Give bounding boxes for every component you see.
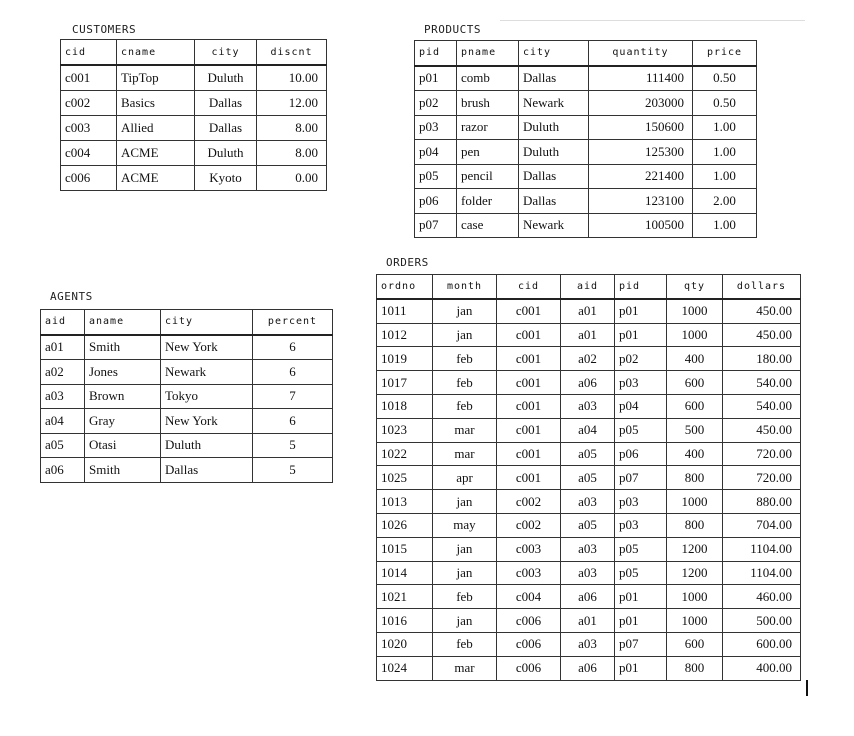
table-cell: 1200 — [667, 537, 723, 561]
table-cell: Otasi — [85, 433, 161, 458]
customers-header-row — [61, 40, 327, 66]
table-row — [61, 116, 327, 141]
table-cell: c006 — [497, 609, 561, 633]
agents-column-header: aname — [85, 310, 161, 335]
products-column-header: pname — [457, 41, 519, 66]
table-cell: 800 — [667, 466, 723, 490]
table-cell: apr — [433, 466, 497, 490]
orders-column-header: pid — [615, 275, 667, 299]
table-row — [415, 115, 757, 140]
table-row — [41, 360, 333, 385]
orders-table — [376, 274, 801, 681]
table-cell: 6 — [253, 360, 333, 385]
table-cell: Dallas — [519, 189, 589, 214]
table-cell: 1.00 — [693, 140, 757, 165]
table-cell: mar — [433, 418, 497, 442]
table-cell: p07 — [615, 466, 667, 490]
table-cell: 1023 — [377, 418, 433, 442]
table-cell: 123100 — [589, 189, 693, 214]
table-cell: 460.00 — [723, 585, 801, 609]
table-cell: c002 — [497, 513, 561, 537]
table-cell: 1016 — [377, 609, 433, 633]
table-row — [377, 513, 801, 537]
table-row — [377, 585, 801, 609]
table-cell: 100500 — [589, 213, 693, 238]
orders-column-header: ordno — [377, 275, 433, 299]
table-row — [377, 561, 801, 585]
products-column-header: price — [693, 41, 757, 66]
table-cell: Gray — [85, 409, 161, 434]
table-cell: 540.00 — [723, 394, 801, 418]
table-cell: Kyoto — [195, 166, 257, 191]
table-cell: 0.50 — [693, 66, 757, 91]
table-row — [61, 65, 327, 91]
table-cell: c004 — [497, 585, 561, 609]
text-cursor — [806, 680, 808, 696]
table-row — [377, 347, 801, 371]
table-cell: 880.00 — [723, 490, 801, 514]
table-cell: 6 — [253, 409, 333, 434]
orders-column-header: cid — [497, 275, 561, 299]
table-cell: 6 — [253, 335, 333, 360]
table-cell: ACME — [117, 141, 195, 166]
table-cell: c001 — [497, 299, 561, 323]
table-cell: p05 — [615, 537, 667, 561]
table-row — [61, 91, 327, 116]
table-cell: p06 — [415, 189, 457, 214]
table-cell: pen — [457, 140, 519, 165]
table-cell: jan — [433, 609, 497, 633]
customers-title: CUSTOMERS — [72, 23, 137, 36]
table-cell: Dallas — [195, 116, 257, 141]
table-cell: c001 — [497, 442, 561, 466]
table-cell: c006 — [497, 656, 561, 680]
table-cell: c006 — [61, 166, 117, 191]
table-cell: 12.00 — [257, 91, 327, 116]
table-cell: Newark — [519, 213, 589, 238]
table-cell: 0.00 — [257, 166, 327, 191]
table-cell: a05 — [561, 466, 615, 490]
table-cell: 450.00 — [723, 323, 801, 347]
table-row — [41, 458, 333, 483]
table-cell: p03 — [615, 371, 667, 395]
table-cell: p04 — [615, 394, 667, 418]
table-cell: Tokyo — [161, 384, 253, 409]
table-cell: 1104.00 — [723, 537, 801, 561]
table-cell: c003 — [497, 561, 561, 585]
table-cell: New York — [161, 409, 253, 434]
products-column-header: pid — [415, 41, 457, 66]
table-row — [377, 371, 801, 395]
table-cell: 1011 — [377, 299, 433, 323]
table-cell: Smith — [85, 458, 161, 483]
table-cell: Newark — [161, 360, 253, 385]
table-cell: p05 — [415, 164, 457, 189]
table-cell: a01 — [41, 335, 85, 360]
table-cell: 1000 — [667, 585, 723, 609]
table-cell: 1000 — [667, 609, 723, 633]
table-cell: 1021 — [377, 585, 433, 609]
table-cell: may — [433, 513, 497, 537]
table-cell: feb — [433, 585, 497, 609]
table-cell: Dallas — [519, 66, 589, 91]
table-cell: 1000 — [667, 323, 723, 347]
table-cell: 8.00 — [257, 116, 327, 141]
table-cell: p05 — [615, 418, 667, 442]
table-cell: p03 — [615, 513, 667, 537]
table-cell: ACME — [117, 166, 195, 191]
table-row — [415, 91, 757, 116]
agents-column-header: aid — [41, 310, 85, 335]
table-cell: feb — [433, 347, 497, 371]
table-cell: c001 — [497, 323, 561, 347]
table-row — [41, 409, 333, 434]
table-cell: p03 — [415, 115, 457, 140]
orders-column-header: qty — [667, 275, 723, 299]
agents-table — [40, 309, 333, 483]
table-row — [41, 384, 333, 409]
table-cell: 800 — [667, 513, 723, 537]
table-cell: a03 — [561, 561, 615, 585]
table-cell: folder — [457, 189, 519, 214]
table-cell: c004 — [61, 141, 117, 166]
agents-title: AGENTS — [50, 290, 93, 303]
table-cell: Brown — [85, 384, 161, 409]
scan-artifact-line — [500, 20, 805, 21]
table-cell: p02 — [415, 91, 457, 116]
products-column-header: city — [519, 41, 589, 66]
agents-column-header: percent — [253, 310, 333, 335]
table-row — [415, 213, 757, 238]
table-cell: a03 — [41, 384, 85, 409]
orders-column-header: dollars — [723, 275, 801, 299]
table-cell: 720.00 — [723, 466, 801, 490]
table-cell: 180.00 — [723, 347, 801, 371]
table-cell: a03 — [561, 537, 615, 561]
table-cell: TipTop — [117, 65, 195, 91]
table-cell: c001 — [61, 65, 117, 91]
table-cell: Jones — [85, 360, 161, 385]
table-row — [377, 394, 801, 418]
table-cell: 720.00 — [723, 442, 801, 466]
table-cell: 450.00 — [723, 299, 801, 323]
table-cell: a02 — [41, 360, 85, 385]
table-row — [415, 189, 757, 214]
table-cell: razor — [457, 115, 519, 140]
table-cell: Newark — [519, 91, 589, 116]
table-cell: p01 — [415, 66, 457, 91]
table-cell: a05 — [561, 513, 615, 537]
products-title: PRODUCTS — [424, 23, 481, 36]
orders-column-header: aid — [561, 275, 615, 299]
table-cell: Smith — [85, 335, 161, 360]
table-cell: Duluth — [519, 115, 589, 140]
table-cell: jan — [433, 537, 497, 561]
table-cell: 8.00 — [257, 141, 327, 166]
table-cell: p01 — [615, 585, 667, 609]
table-cell: 1013 — [377, 490, 433, 514]
table-cell: c001 — [497, 371, 561, 395]
customers-column-header: city — [195, 40, 257, 66]
table-cell: 1.00 — [693, 164, 757, 189]
table-cell: 1022 — [377, 442, 433, 466]
products-header-row — [415, 41, 757, 66]
table-cell: 1019 — [377, 347, 433, 371]
orders-title: ORDERS — [386, 256, 429, 269]
table-row — [377, 323, 801, 347]
table-cell: 1014 — [377, 561, 433, 585]
table-cell: jan — [433, 561, 497, 585]
table-cell: a01 — [561, 609, 615, 633]
table-row — [415, 140, 757, 165]
table-cell: a02 — [561, 347, 615, 371]
table-cell: 500 — [667, 418, 723, 442]
table-row — [377, 466, 801, 490]
table-cell: a06 — [561, 371, 615, 395]
table-row — [377, 418, 801, 442]
table-cell: 0.50 — [693, 91, 757, 116]
table-cell: 500.00 — [723, 609, 801, 633]
table-row — [377, 609, 801, 633]
table-cell: 1104.00 — [723, 561, 801, 585]
table-cell: p03 — [615, 490, 667, 514]
table-cell: p07 — [615, 632, 667, 656]
table-cell: c001 — [497, 347, 561, 371]
table-cell: a06 — [561, 656, 615, 680]
table-cell: 600.00 — [723, 632, 801, 656]
table-row — [61, 141, 327, 166]
table-cell: 540.00 — [723, 371, 801, 395]
table-cell: jan — [433, 490, 497, 514]
table-cell: c002 — [61, 91, 117, 116]
table-cell: p01 — [615, 299, 667, 323]
table-cell: Dallas — [519, 164, 589, 189]
table-cell: 7 — [253, 384, 333, 409]
table-cell: 221400 — [589, 164, 693, 189]
table-cell: 400 — [667, 347, 723, 371]
table-cell: 111400 — [589, 66, 693, 91]
table-row — [377, 442, 801, 466]
orders-header-row — [377, 275, 801, 299]
table-cell: 600 — [667, 632, 723, 656]
table-cell: c003 — [497, 537, 561, 561]
table-cell: jan — [433, 299, 497, 323]
table-cell: 2.00 — [693, 189, 757, 214]
customers-column-header: cid — [61, 40, 117, 66]
table-cell: 600 — [667, 371, 723, 395]
table-cell: p01 — [615, 656, 667, 680]
table-cell: 5 — [253, 458, 333, 483]
table-cell: brush — [457, 91, 519, 116]
customers-column-header: discnt — [257, 40, 327, 66]
agents-column-header: city — [161, 310, 253, 335]
table-cell: jan — [433, 323, 497, 347]
table-cell: c001 — [497, 394, 561, 418]
products-column-header: quantity — [589, 41, 693, 66]
table-cell: a05 — [561, 442, 615, 466]
table-cell: p05 — [615, 561, 667, 585]
table-cell: a01 — [561, 299, 615, 323]
table-cell: 1000 — [667, 490, 723, 514]
table-cell: 125300 — [589, 140, 693, 165]
table-cell: p02 — [615, 347, 667, 371]
table-cell: a06 — [561, 585, 615, 609]
table-cell: case — [457, 213, 519, 238]
table-cell: c003 — [61, 116, 117, 141]
table-cell: c006 — [497, 632, 561, 656]
table-cell: 5 — [253, 433, 333, 458]
table-cell: a01 — [561, 323, 615, 347]
table-cell: mar — [433, 656, 497, 680]
table-cell: a06 — [41, 458, 85, 483]
table-cell: p04 — [415, 140, 457, 165]
table-cell: a03 — [561, 632, 615, 656]
table-cell: a03 — [561, 490, 615, 514]
table-cell: a05 — [41, 433, 85, 458]
table-cell: Duluth — [161, 433, 253, 458]
table-row — [41, 433, 333, 458]
table-cell: New York — [161, 335, 253, 360]
orders-column-header: month — [433, 275, 497, 299]
table-cell: 1200 — [667, 561, 723, 585]
table-cell: p06 — [615, 442, 667, 466]
table-cell: Basics — [117, 91, 195, 116]
table-cell: 1026 — [377, 513, 433, 537]
table-cell: 450.00 — [723, 418, 801, 442]
table-cell: Duluth — [195, 65, 257, 91]
table-row — [377, 632, 801, 656]
table-row — [377, 537, 801, 561]
table-cell: Dallas — [161, 458, 253, 483]
table-cell: feb — [433, 632, 497, 656]
customers-table — [60, 39, 327, 191]
table-cell: Dallas — [195, 91, 257, 116]
table-cell: c001 — [497, 466, 561, 490]
table-cell: a03 — [561, 394, 615, 418]
table-cell: Duluth — [195, 141, 257, 166]
table-row — [377, 490, 801, 514]
table-row — [41, 335, 333, 360]
table-cell: mar — [433, 442, 497, 466]
table-row — [415, 164, 757, 189]
table-cell: 203000 — [589, 91, 693, 116]
table-cell: c001 — [497, 418, 561, 442]
table-cell: 150600 — [589, 115, 693, 140]
customers-column-header: cname — [117, 40, 195, 66]
table-cell: comb — [457, 66, 519, 91]
table-cell: p01 — [615, 323, 667, 347]
table-cell: p01 — [615, 609, 667, 633]
table-cell: pencil — [457, 164, 519, 189]
table-cell: 704.00 — [723, 513, 801, 537]
table-cell: Duluth — [519, 140, 589, 165]
table-cell: 600 — [667, 394, 723, 418]
table-cell: 1.00 — [693, 115, 757, 140]
products-table — [414, 40, 757, 238]
table-row — [61, 166, 327, 191]
table-cell: 1015 — [377, 537, 433, 561]
table-cell: 400.00 — [723, 656, 801, 680]
table-cell: a04 — [561, 418, 615, 442]
table-cell: 1025 — [377, 466, 433, 490]
table-row — [377, 656, 801, 680]
table-cell: 800 — [667, 656, 723, 680]
agents-header-row — [41, 310, 333, 335]
table-cell: 1.00 — [693, 213, 757, 238]
table-cell: p07 — [415, 213, 457, 238]
table-cell: 1000 — [667, 299, 723, 323]
table-cell: 10.00 — [257, 65, 327, 91]
table-cell: 1012 — [377, 323, 433, 347]
table-cell: 1017 — [377, 371, 433, 395]
table-cell: 1024 — [377, 656, 433, 680]
table-cell: Allied — [117, 116, 195, 141]
table-cell: feb — [433, 371, 497, 395]
table-cell: feb — [433, 394, 497, 418]
table-cell: c002 — [497, 490, 561, 514]
table-cell: 400 — [667, 442, 723, 466]
table-row — [415, 66, 757, 91]
table-cell: a04 — [41, 409, 85, 434]
table-cell: 1018 — [377, 394, 433, 418]
table-cell: 1020 — [377, 632, 433, 656]
table-row — [377, 299, 801, 323]
